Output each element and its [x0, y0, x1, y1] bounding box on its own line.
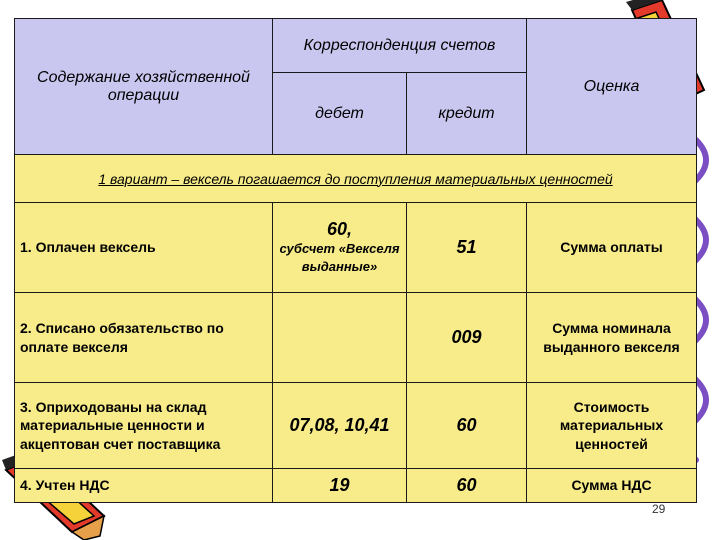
evaluation-cell: Сумма оплаты [527, 203, 697, 293]
header-evaluation: Оценка [527, 19, 697, 155]
table-row [15, 293, 697, 383]
debit-cell [273, 203, 407, 293]
header-correspondence: Корреспонденция счетов [273, 19, 527, 73]
header-debit: дебет [273, 73, 407, 155]
table-row [15, 469, 697, 503]
credit-cell: 60 [407, 383, 527, 469]
operation-cell: 2. Списано обязательство по оплате векселя [15, 293, 273, 383]
header-operation: Содержание хозяйственной операции [15, 19, 273, 155]
credit-cell: 60 [407, 469, 527, 503]
evaluation-cell: Сумма НДС [527, 469, 697, 503]
table-row [15, 383, 697, 469]
debit-note: субсчет «Векселя выданные» [279, 241, 400, 274]
debit-cell [273, 293, 407, 383]
debit-account: 60, [326, 219, 353, 240]
debit-cell: 07,08, 10,41 [273, 383, 407, 469]
table-row [15, 203, 697, 293]
evaluation-cell: Стоимость материальных ценностей [527, 383, 697, 469]
credit-cell: 51 [407, 203, 527, 293]
debit-cell: 19 [273, 469, 407, 503]
operations-table [14, 18, 697, 503]
operation-cell: 1. Оплачен вексель [15, 203, 273, 293]
section-title: 1 вариант – вексель погашается до поступления материальных ценностей [15, 155, 697, 203]
operation-cell: 4. Учтен НДС [15, 469, 273, 503]
operation-cell: 3. Оприходованы на склад материальные ценности и акцептован счет поставщика [15, 383, 273, 469]
header-credit: кредит [407, 73, 527, 155]
page-number: 29 [652, 502, 666, 516]
evaluation-cell: Сумма номинала выданного векселя [527, 293, 697, 383]
credit-cell: 009 [407, 293, 527, 383]
